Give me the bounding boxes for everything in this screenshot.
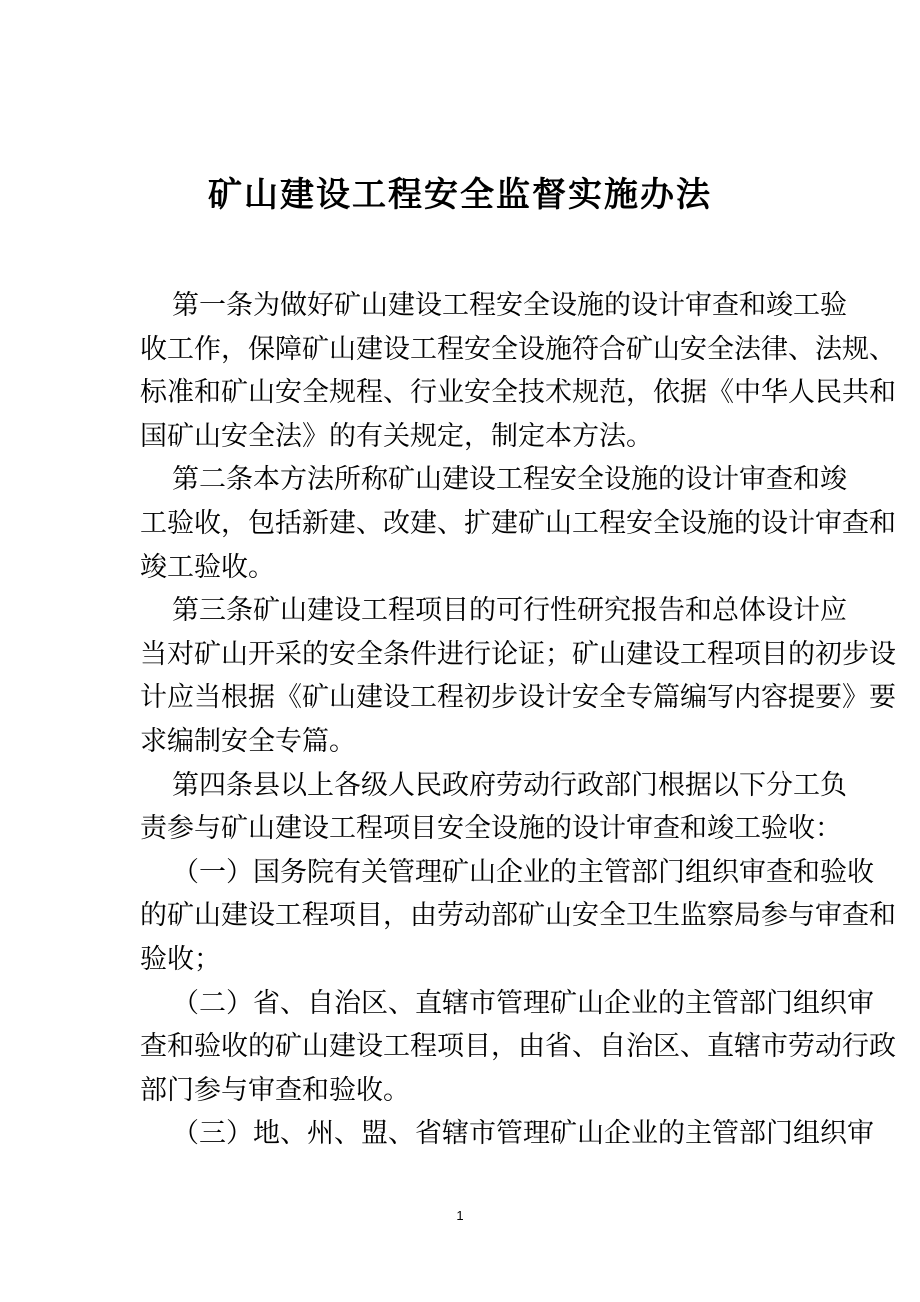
paragraph [140, 1112, 874, 1156]
paragraph-line: 查和验收的矿山建设工程项目，由省、自治区、直辖市劳动行政 [140, 1031, 896, 1063]
paragraph [140, 764, 847, 851]
paragraph-line: （一）国务院有关管理矿山企业的主管部门组织审查和验收 [172, 856, 874, 888]
paragraph [140, 458, 896, 589]
paragraph-line: （三）地、州、盟、省辖市管理矿山企业的主管部门组织审 [172, 1118, 874, 1150]
paragraph-line: 第一条为做好矿山建设工程安全设施的设计审查和竣工验 [172, 290, 847, 321]
paragraph-line: 国矿山安全法》的有关规定，制定本方法。 [140, 420, 653, 452]
paragraph [140, 284, 896, 458]
paragraph-line: 责参与矿山建设工程项目安全设施的设计审查和竣工验收： [140, 813, 842, 845]
paragraph-line: （二）省、自治区、直辖市管理矿山企业的主管部门组织审 [172, 987, 874, 1019]
document-title: 矿山建设工程安全监督实施办法 [208, 175, 712, 215]
paragraph [140, 589, 896, 763]
paragraph-line: 验收； [140, 943, 221, 975]
paragraph-line: 标准和矿山安全规程、行业安全技术规范，依据《中华人民共和 [140, 377, 896, 409]
document-body [140, 284, 896, 1156]
paragraph-line: 求编制安全专篇。 [140, 725, 356, 757]
paragraph-line: 部门参与审查和验收。 [140, 1074, 410, 1106]
paragraph-line: 的矿山建设工程项目，由劳动部矿山安全卫生监察局参与审查和 [140, 900, 896, 932]
paragraph-line: 第三条矿山建设工程项目的可行性研究报告和总体设计应 [172, 595, 847, 627]
paragraph [140, 851, 896, 982]
paragraph [140, 982, 896, 1113]
paragraph-line: 工验收，包括新建、改建、扩建矿山工程安全设施的设计审查和 [140, 507, 896, 539]
paragraph-line: 当对矿山开采的安全条件进行论证；矿山建设工程项目的初步设 [140, 638, 896, 670]
page-number: 1 [456, 1208, 464, 1223]
paragraph-line: 第四条县以上各级人民政府劳动行政部门根据以下分工负 [172, 769, 847, 801]
paragraph-line: 第二条本方法所称矿山建设工程安全设施的设计审查和竣 [172, 464, 847, 496]
paragraph-line: 计应当根据《矿山建设工程初步设计安全专篇编写内容提要》要 [140, 682, 896, 714]
paragraph-line: 竣工验收。 [140, 551, 275, 583]
paragraph-line: 收工作，保障矿山建设工程安全设施符合矿山安全法律、法规、 [140, 333, 896, 365]
